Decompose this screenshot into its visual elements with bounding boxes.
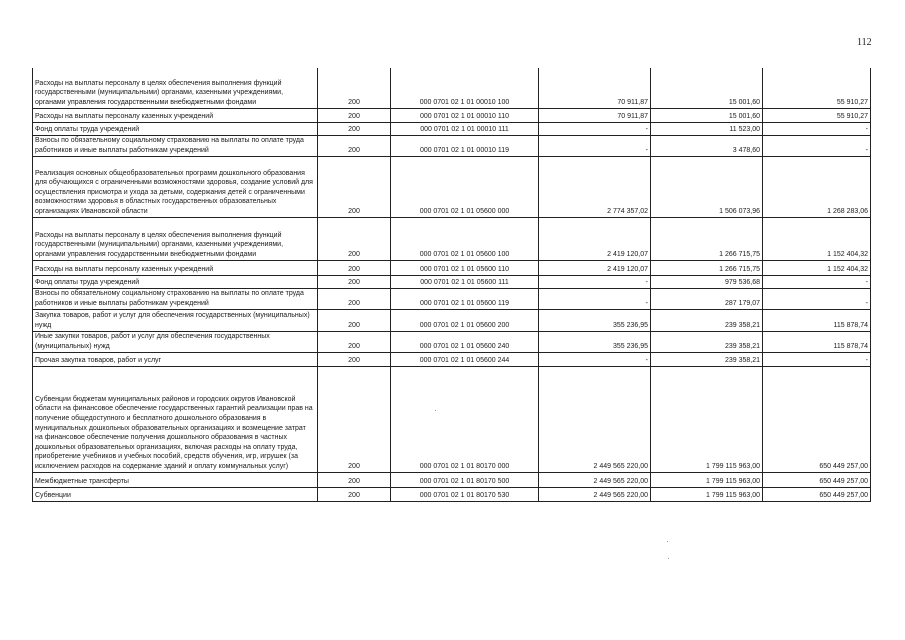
budget-classification-code: 000 0701 02 1 01 05600 240 [391, 331, 539, 352]
table-row [33, 108, 871, 122]
scan-speck [667, 541, 668, 542]
approved-amount: 2 419 120,07 [539, 260, 651, 275]
table-row [33, 331, 871, 352]
scan-speck [435, 410, 436, 411]
expense-name: Иные закупки товаров, работ и услуг для обеспечения государственных (муниципальных) нужд [33, 331, 318, 352]
table-row [33, 217, 871, 260]
not-executed-amount: - [763, 122, 871, 135]
admin-code: 200 [318, 260, 391, 275]
budget-classification-code: 000 0701 02 1 01 00010 119 [391, 135, 539, 156]
executed-amount: 239 358,21 [651, 331, 763, 352]
executed-amount: 15 001,60 [651, 68, 763, 108]
expense-name: Фонд оплаты труда учреждений [33, 275, 318, 288]
approved-amount: 2 449 565 220,00 [539, 472, 651, 487]
page-number: 112 [857, 37, 872, 48]
budget-classification-code: 000 0701 02 1 01 00010 110 [391, 108, 539, 122]
executed-amount: 3 478,60 [651, 135, 763, 156]
expense-name: Межбюджетные трансферты [33, 472, 318, 487]
executed-amount: 979 536,68 [651, 275, 763, 288]
budget-classification-code: 000 0701 02 1 01 00010 100 [391, 68, 539, 108]
expense-name: Взносы по обязательному социальному страхованию на выплаты по оплате труда работников и иные выплаты работникам учреждений [33, 135, 318, 156]
not-executed-amount: 650 449 257,00 [763, 472, 871, 487]
admin-code: 200 [318, 472, 391, 487]
expense-name: Закупка товаров, работ и услуг для обеспечения государственных (муниципальных) нужд [33, 309, 318, 331]
executed-amount: 1 799 115 963,00 [651, 487, 763, 501]
not-executed-amount: 1 268 283,06 [763, 156, 871, 217]
budget-classification-code: 000 0701 02 1 01 05600 200 [391, 309, 539, 331]
table-row [33, 68, 871, 108]
table-row [33, 309, 871, 331]
table-row [33, 275, 871, 288]
approved-amount: 2 419 120,07 [539, 217, 651, 260]
admin-code: 200 [318, 156, 391, 217]
budget-classification-code: 000 0701 02 1 01 05600 000 [391, 156, 539, 217]
table-row [33, 352, 871, 366]
table-row [33, 260, 871, 275]
approved-amount: - [539, 275, 651, 288]
budget-classification-code: 000 0701 02 1 01 80170 000 [391, 366, 539, 472]
approved-amount: 70 911,87 [539, 108, 651, 122]
approved-amount: 70 911,87 [539, 68, 651, 108]
expense-name: Фонд оплаты труда учреждений [33, 122, 318, 135]
expense-name: Субвенции [33, 487, 318, 501]
executed-amount: 11 523,00 [651, 122, 763, 135]
approved-amount: - [539, 135, 651, 156]
table-row [33, 472, 871, 487]
executed-amount: 15 001,60 [651, 108, 763, 122]
budget-execution-table [32, 68, 871, 502]
executed-amount: 1 506 073,96 [651, 156, 763, 217]
budget-classification-code: 000 0701 02 1 01 05600 119 [391, 288, 539, 309]
approved-amount: 2 449 565 220,00 [539, 487, 651, 501]
executed-amount: 287 179,07 [651, 288, 763, 309]
expense-name: Взносы по обязательному социальному страхованию на выплаты по оплате труда работников и иные выплаты работникам учреждений [33, 288, 318, 309]
admin-code: 200 [318, 309, 391, 331]
admin-code: 200 [318, 135, 391, 156]
budget-classification-code: 000 0701 02 1 01 00010 111 [391, 122, 539, 135]
executed-amount: 1 799 115 963,00 [651, 472, 763, 487]
executed-amount: 239 358,21 [651, 309, 763, 331]
expense-name: Расходы на выплаты персоналу казенных учреждений [33, 108, 318, 122]
not-executed-amount: 55 910,27 [763, 68, 871, 108]
not-executed-amount: 115 878,74 [763, 309, 871, 331]
approved-amount: - [539, 122, 651, 135]
scan-speck [668, 558, 669, 559]
not-executed-amount: 115 878,74 [763, 331, 871, 352]
approved-amount: 2 774 357,02 [539, 156, 651, 217]
expense-name: Расходы на выплаты персоналу в целях обеспечения выполнения функций государственными (муниципальными) органами, казенными учреждениями, органами управления государственными внебюджетными фондами [33, 217, 318, 260]
expense-name: Реализация основных общеобразовательных программ дошкольного образования для обучающихся с ограниченными возможностями здоровья, создание условий для осуществления присмотра и ухода за детьми, содержания детей с ограниченными возможностями здоровья в областных государственных образовательных организациях Ивановской области [33, 156, 318, 217]
expense-name: Расходы на выплаты персоналу казенных учреждений [33, 260, 318, 275]
not-executed-amount: - [763, 135, 871, 156]
admin-code: 200 [318, 288, 391, 309]
not-executed-amount: - [763, 288, 871, 309]
admin-code: 200 [318, 352, 391, 366]
not-executed-amount: 1 152 404,32 [763, 260, 871, 275]
admin-code: 200 [318, 108, 391, 122]
table-row [33, 487, 871, 501]
admin-code: 200 [318, 275, 391, 288]
budget-classification-code: 000 0701 02 1 01 80170 500 [391, 472, 539, 487]
not-executed-amount: 1 152 404,32 [763, 217, 871, 260]
admin-code: 200 [318, 217, 391, 260]
executed-amount: 1 266 715,75 [651, 260, 763, 275]
budget-classification-code: 000 0701 02 1 01 05600 111 [391, 275, 539, 288]
table-row [33, 366, 871, 472]
admin-code: 200 [318, 366, 391, 472]
table-row [33, 135, 871, 156]
expense-name: Субвенции бюджетам муниципальных районов и городских округов Ивановской области на финансовое обеспечение государственных гарантий реализации прав на получение общедоступного и бесплатного дошкольного образования в муниципальных дошкольных образовательных организациях и возмещение затрат на финансовое обеспечение получения дошкольного образования в частных дошкольных образовательных организациях, включая расходы на оплату труда, приобретение учебников и учебных пособий, средств обучения, игр, игрушек (за исключением расходов на содержание зданий и оплату коммунальных услуг) [33, 366, 318, 472]
admin-code: 200 [318, 331, 391, 352]
expense-name: Расходы на выплаты персоналу в целях обеспечения выполнения функций государственными (муниципальными) органами, казенными учреждениями, органами управления государственными внебюджетными фондами [33, 68, 318, 108]
not-executed-amount: - [763, 275, 871, 288]
admin-code: 200 [318, 487, 391, 501]
budget-classification-code: 000 0701 02 1 01 05600 100 [391, 217, 539, 260]
approved-amount: 355 236,95 [539, 331, 651, 352]
executed-amount: 1 799 115 963,00 [651, 366, 763, 472]
not-executed-amount: 55 910,27 [763, 108, 871, 122]
admin-code: 200 [318, 68, 391, 108]
executed-amount: 239 358,21 [651, 352, 763, 366]
approved-amount: 2 449 565 220,00 [539, 366, 651, 472]
approved-amount: - [539, 288, 651, 309]
not-executed-amount: - [763, 352, 871, 366]
budget-classification-code: 000 0701 02 1 01 05600 110 [391, 260, 539, 275]
approved-amount: - [539, 352, 651, 366]
not-executed-amount: 650 449 257,00 [763, 487, 871, 501]
approved-amount: 355 236,95 [539, 309, 651, 331]
table-row [33, 156, 871, 217]
executed-amount: 1 266 715,75 [651, 217, 763, 260]
budget-classification-code: 000 0701 02 1 01 05600 244 [391, 352, 539, 366]
table-row [33, 122, 871, 135]
admin-code: 200 [318, 122, 391, 135]
budget-classification-code: 000 0701 02 1 01 80170 530 [391, 487, 539, 501]
expense-name: Прочая закупка товаров, работ и услуг [33, 352, 318, 366]
not-executed-amount: 650 449 257,00 [763, 366, 871, 472]
table-row [33, 288, 871, 309]
